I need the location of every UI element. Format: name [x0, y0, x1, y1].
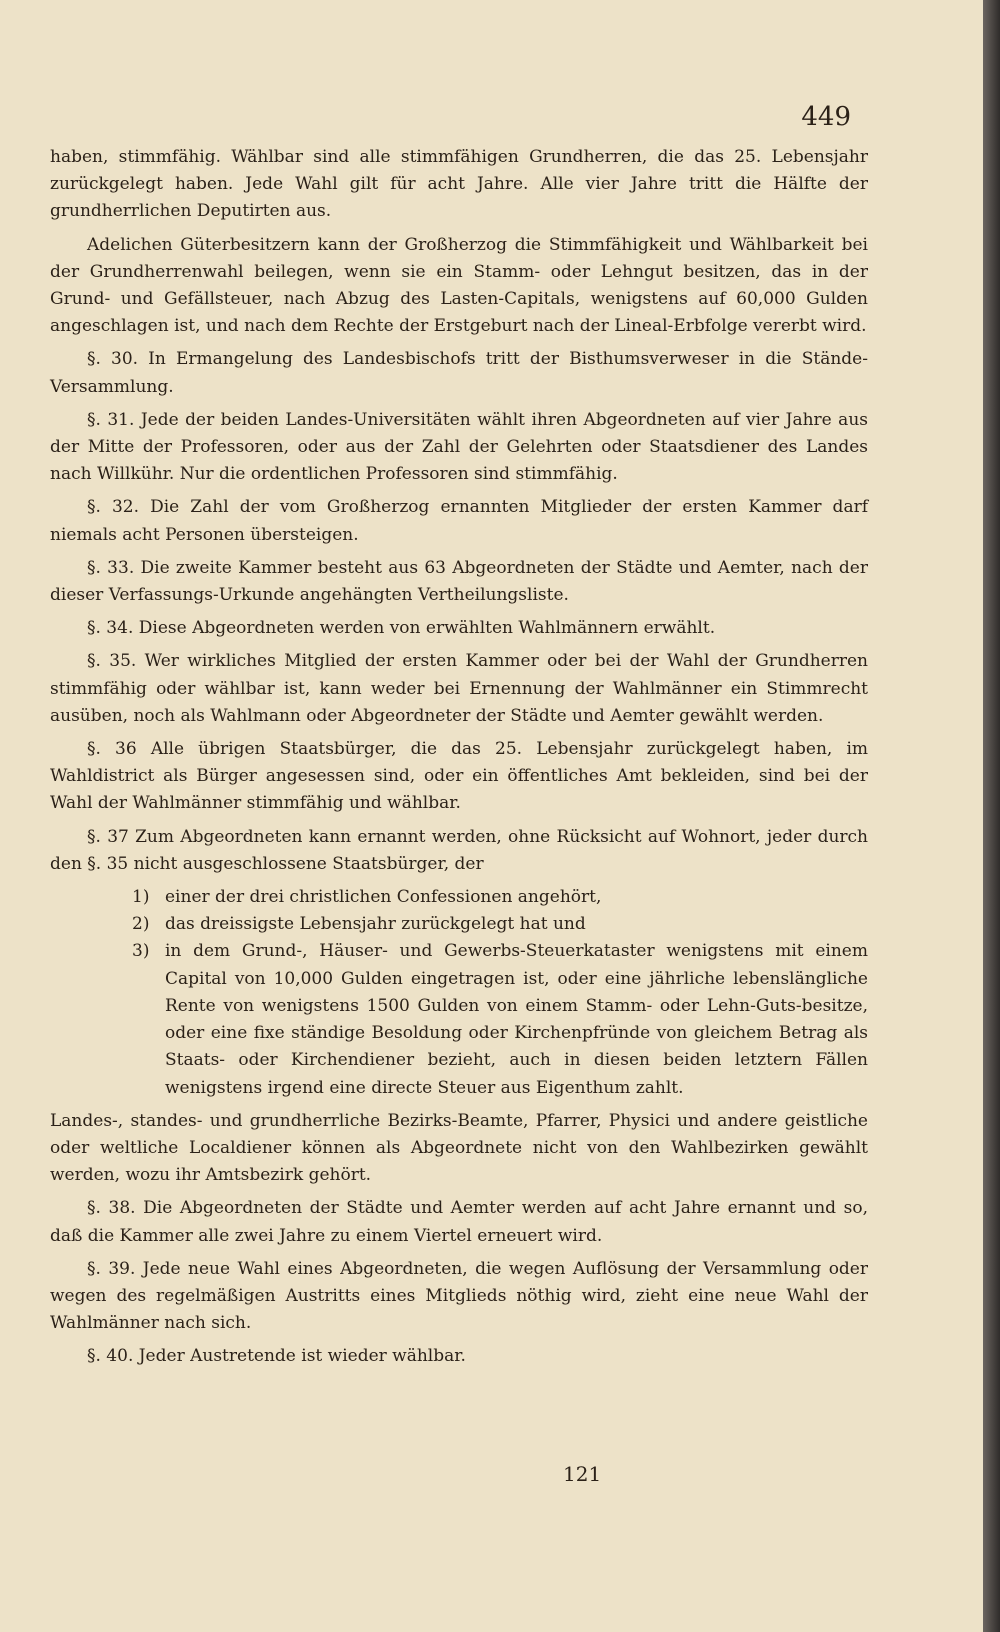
paragraph-section-38: §. 38. Die Abgeordneten der Städte und Aemter werden auf acht Jahre ernannt und so, daß die Kammer alle zwei Jahre zu einem Viertel erneuert wird.	[50, 1198, 868, 1246]
list-item-number: 1)	[132, 887, 150, 908]
list-item	[132, 884, 868, 911]
list-item-text: das dreissigste Lebensjahr zurückgelegt hat und	[165, 914, 586, 935]
paragraph-section-32: §. 32. Die Zahl der vom Großherzog ernannten Mitglieder der ersten Kammer darf niemals acht Personen übersteigen.	[50, 497, 868, 545]
paragraph-section-33: §. 33. Die zweite Kammer besteht aus 63 Abgeordneten der Städte und Aemter, nach der dieser Verfassungs-Urkunde angehängten Vertheilungsliste.	[50, 557, 868, 606]
list-item-number: 2)	[132, 914, 150, 935]
paragraph-section-34: §. 34. Diese Abgeordneten werden von erwählten Wahlmännern erwählt.	[87, 618, 716, 639]
paragraph: Landes-, standes- und grundherrliche Bezirks-Beamte, Pfarrer, Physici und andere geistliche oder weltliche Localdiener können als Abgeordnete nicht von den Wahlbezirken gewählt werden, wozu ihr Amtsbezirk gehört.	[50, 1110, 868, 1186]
list-item	[132, 911, 868, 938]
paragraph-section-31: §. 31. Jede der beiden Landes-Universitäten wählt ihren Abgeordneten auf vier Jahre aus der Mitte der Professoren, oder aus der Zahl der Gelehrten oder Staatsdiener des Landes nach Willkühr. Nur die ordentlichen Professoren sind stimmfähig.	[50, 409, 868, 485]
list-item-text: in dem Grund-, Häuser- und Gewerbs-Steuerkataster wenigstens mit einem Capital von 10,000 Gulden eingetragen ist, oder eine jährliche lebenslängliche Rente von wenigstens 1500 Gulden von einem Stamm- oder Lehn-Guts-besitze, oder eine fixe ständige Besoldung oder Kirchenpfründe von gleichem Betrag als Staats- oder Kirchendiener bezieht, auch in diesen beiden letztern Fällen wenigstens irgend eine directe Steuer aus Eigenthum zahlt.	[165, 941, 868, 1098]
printer-signature: 121	[563, 1462, 602, 1486]
paragraph-section-35: §. 35. Wer wirkliches Mitglied der ersten Kammer oder bei der Wahl der Grundherren stimmfähig oder wählbar ist, kann weder bei Ernennung der Wahlmänner ein Stimmrecht ausüben, noch als Wahlmann oder Abgeordneter der Städte und Aemter gewählt werden.	[50, 651, 868, 726]
paragraph-section-37: §. 37 Zum Abgeordneten kann ernannt werden, ohne Rücksicht auf Wohnort, jeder durch den §. 35 nicht ausgeschlossene Staatsbürger, der	[50, 826, 868, 874]
page-number: 449	[801, 102, 851, 132]
body-text	[50, 144, 868, 1377]
list-item	[132, 938, 868, 1101]
page-edge-shadow	[983, 0, 1000, 1632]
paragraph-section-39: §. 39. Jede neue Wahl eines Abgeordneten, die wegen Auflösung der Versammlung oder wegen des regelmäßigen Austritts eines Mitglieds nöthig wird, zieht eine neue Wahl der Wahlmänner nach sich.	[50, 1258, 868, 1334]
paragraph: haben, stimmfähig. Wählbar sind alle stimmfähigen Grundherren, die das 25. Lebensjahr zurückgelegt haben. Jede Wahl gilt für acht Jahre. Alle vier Jahre tritt die Hälfte der grundherrlichen Deputirten aus.	[50, 147, 868, 222]
paragraph-section-30: §. 30. In Ermangelung des Landesbischofs tritt der Bisthumsverweser in die Stände-Versammlung.	[50, 349, 868, 397]
paragraph: Adelichen Güterbesitzern kann der Großherzog die Stimmfähigkeit und Wählbarkeit bei der Grundherrenwahl beilegen, wenn sie ein Stamm- oder Lehngut besitzen, das in der Grund- und Gefällsteuer, nach Abzug des Lasten-Capitals, wenigstens auf 60,000 Gulden angeschlagen ist, und nach dem Rechte der Erstgeburt nach der Lineal-Erbfolge vererbt wird.	[50, 234, 868, 337]
paragraph-section-40: §. 40. Jeder Austretende ist wieder wählbar.	[87, 1346, 466, 1367]
list-item-text: einer der drei christlichen Confessionen angehört,	[165, 887, 602, 908]
list-item-number: 3)	[132, 941, 150, 962]
paragraph-section-36: §. 36 Alle übrigen Staatsbürger, die das 25. Lebensjahr zurückgelegt haben, im Wahldistrict als Bürger angesessen sind, oder ein öffentliches Amt bekleiden, sind bei der Wahl der Wahlmänner stimmfähig und wählbar.	[50, 739, 868, 814]
